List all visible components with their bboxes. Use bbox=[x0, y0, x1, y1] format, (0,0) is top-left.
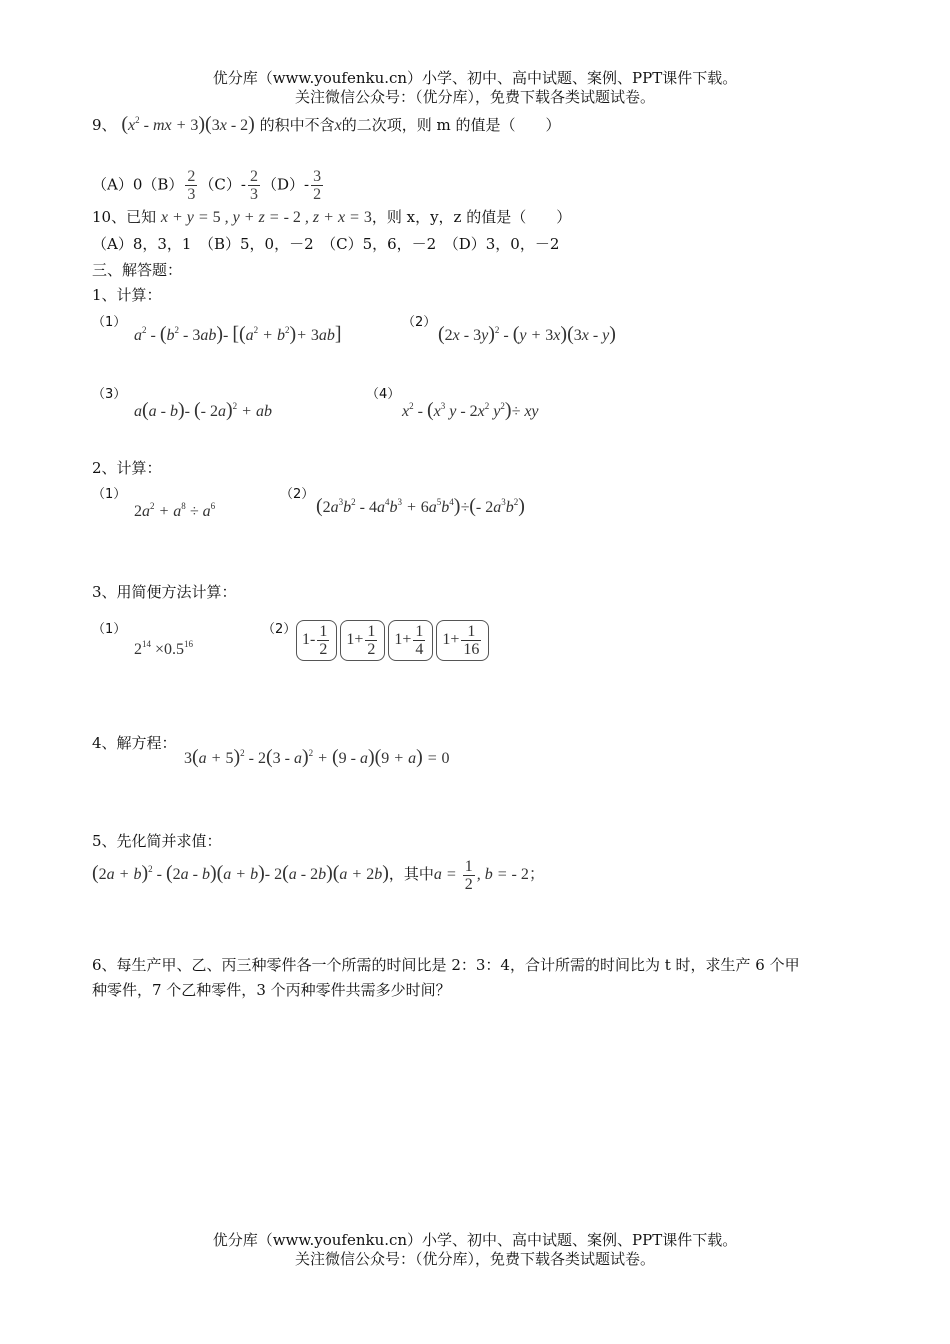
fraction-3-2-neg: $\frac{3}{2}$ bbox=[313, 168, 322, 203]
s5-expression: $(2a + b)^2 - (2a - b)(a + b)-$ 2(a - 2b)(a + 2b)，其中a = $\frac{1}{2}$ , b = - 2； bbox=[92, 858, 545, 893]
fraction-2-3: $\frac{2}{3}$ bbox=[187, 168, 196, 203]
s3-expression-1: $2^{14} \times 0.5^{16}$ bbox=[134, 639, 194, 658]
s3-expression-2: 1- $\frac{1}{2}$ 1+ $\frac{1}{2}$ 1+ $\frac{1}{4}$ 1+ $\frac{1}{16}$ bbox=[296, 620, 492, 661]
question-10-options: （A）8，3，1 （B）5，0，－2 （C）5，6，－2 （D）3，0，－2 bbox=[92, 235, 560, 253]
question-9 bbox=[92, 110, 561, 136]
question-9-expression: ($x^2$ - mx + 3)(3x - 2) bbox=[121, 113, 255, 135]
s2-expression-1: $2a^2 + a^8 \div a^6$ bbox=[134, 501, 216, 520]
section-3-title: 三、解答题： bbox=[92, 261, 183, 279]
s6-line-2: 种零件，7 个乙种零件，3 个丙种零件共需多少时间？ bbox=[92, 981, 451, 999]
question-9-var: x bbox=[334, 117, 342, 134]
fraction-2-3-neg: $\frac{2}{3}$ bbox=[249, 168, 258, 203]
s2-label-2: （2） bbox=[280, 487, 315, 502]
question-10 bbox=[92, 207, 571, 228]
question-9-option-d: （D）- bbox=[261, 175, 310, 194]
s1-expression-1: $a^2 - (b^2 - 3ab)-$ $[(a^2 + b^2)+ 3ab]$ bbox=[134, 323, 342, 345]
question-9-text-2: 的二次项，则 m 的值是（ ） bbox=[341, 116, 561, 134]
question-10-equations: x + y = 5 , y + z = - 2 , z + x = 3 bbox=[160, 209, 372, 226]
s1-label-1: （1） bbox=[92, 315, 127, 330]
question-9-options bbox=[92, 168, 325, 203]
s1-expression-4: $x^2 - (x^3$ y - $2x^2$ $y^2)\div$ xy bbox=[402, 399, 539, 421]
s2-expression-2: $(2a^3b^2 - 4a^4b^3 + 6a^5b^4)\div(-$ $2a^3b^2$) bbox=[316, 495, 525, 517]
s2-label-1: （1） bbox=[92, 487, 127, 502]
s1-expression-2: (2x - 3y)$^2$ - (y + 3x)(3x - y) bbox=[438, 323, 616, 345]
question-10-tail: ，则 x，y，z 的值是（ ） bbox=[371, 208, 572, 226]
s4-expression: $3(a + 5)^2 - 2(3 - a)^2 + (9 - a)(9 + a) = 0$ bbox=[184, 746, 450, 768]
question-9-option-c: （C）- bbox=[199, 175, 246, 194]
s4-title: 4、解方程： bbox=[92, 734, 177, 752]
header-line-1: 优分库（www.youfenku.cn）小学、初中、高中试题、案例、PPT课件下载。 bbox=[212, 69, 738, 87]
s1-label-2: （2） bbox=[402, 315, 437, 330]
s3-label-1: （1） bbox=[92, 622, 127, 637]
s1-title: 1、计算： bbox=[92, 286, 162, 304]
question-9-option-ab: （A）0（B） bbox=[92, 175, 184, 194]
s6-line-1: 6、每生产甲、乙、丙三种零件各一个所需的时间比是 2：3：4，合计所需的时间比为 t 时，求生产 6 个甲 bbox=[92, 956, 800, 974]
s5-mid-text: ，其中 bbox=[388, 865, 434, 884]
s5-title: 5、先化简并求值： bbox=[92, 832, 222, 850]
footer-line-2: 关注微信公众号：（优分库），免费下载各类试题试卷。 bbox=[294, 1250, 655, 1268]
footer-line-1: 优分库（www.youfenku.cn）小学、初中、高中试题、案例、PPT课件下载。 bbox=[212, 1231, 738, 1249]
s1-label-4: （4） bbox=[366, 387, 401, 402]
header-line-2: 关注微信公众号：（优分库），免费下载各类试题试卷。 bbox=[294, 88, 655, 106]
question-10-number: 10、已知 bbox=[92, 208, 157, 226]
question-9-text: 的积中不含 bbox=[259, 116, 335, 134]
s3-label-2: （2） bbox=[262, 622, 297, 637]
s1-label-3: （3） bbox=[92, 387, 127, 402]
s3-title: 3、用简便方法计算： bbox=[92, 583, 237, 601]
s2-title: 2、计算： bbox=[92, 459, 162, 477]
question-9-number: 9、 bbox=[92, 116, 117, 134]
s1-expression-3: a(a - b)- (- 2a)$^2$ + ab bbox=[134, 399, 272, 421]
